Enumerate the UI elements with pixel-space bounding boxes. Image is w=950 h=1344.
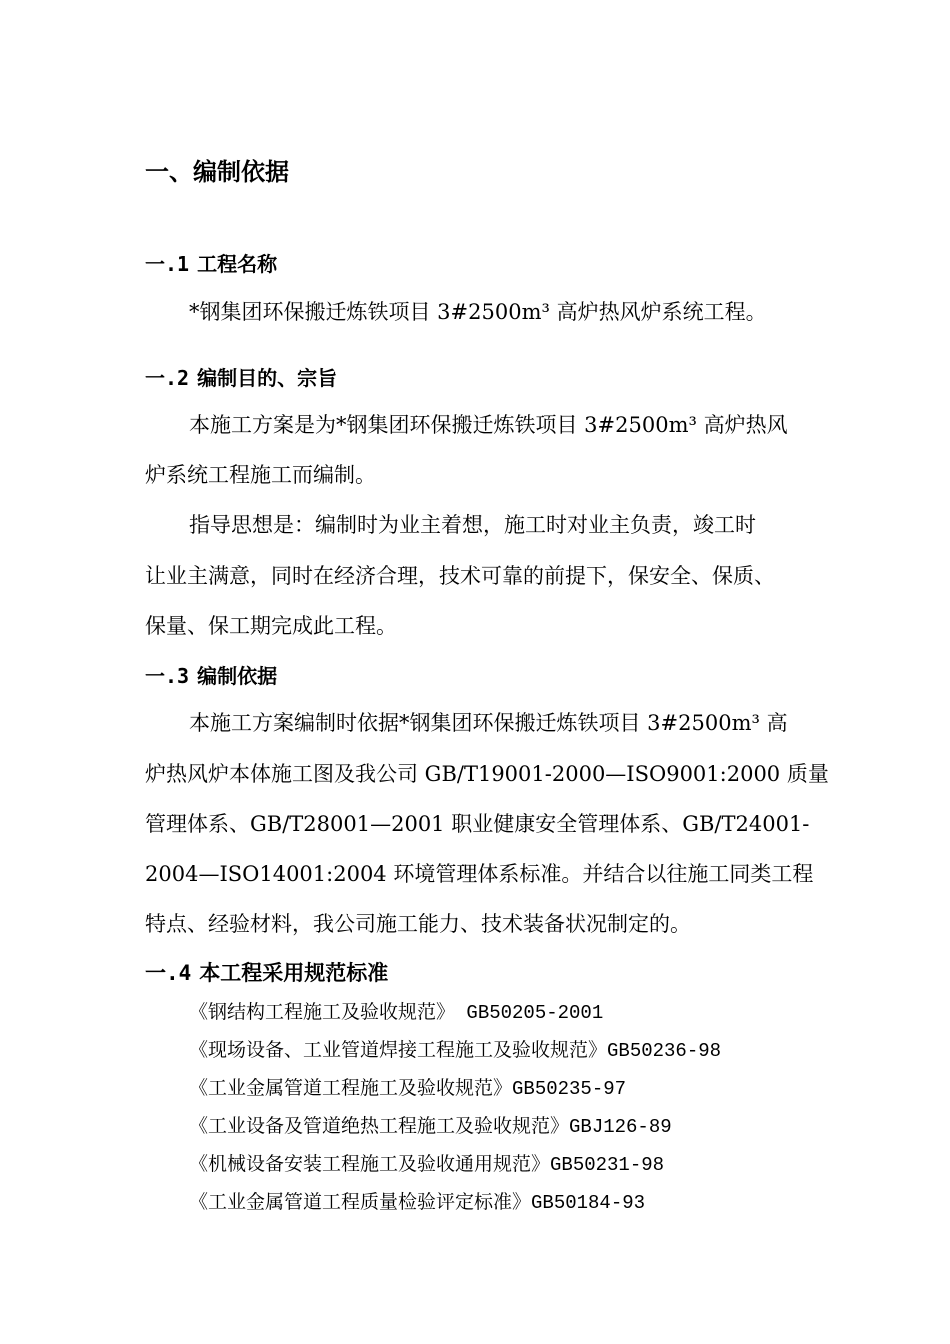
standard-name: 《工业金属管道工程质量检验评定标准》 [189,1191,532,1213]
paragraph-line: 指导思想是：编制时为业主着想，施工时对业主负责，竣工时 [189,513,756,537]
section-number: 一.4 [145,961,192,985]
standard-code: GB50205-2001 [455,1002,604,1024]
standard-item [189,1189,645,1216]
paragraph-line: 炉热风炉本体施工图及我公司 GB/T19001-2000—ISO9001:2000 质量 [145,762,829,786]
paragraph-line: 保量、保工期完成此工程。 [145,614,397,638]
standard-code: GBJ126-89 [569,1116,672,1138]
section-heading [145,662,277,690]
standard-name: 《工业设备及管道绝热工程施工及验收规范》 [189,1115,570,1137]
paragraph-line: 管理体系、GB/T28001—2001 职业健康安全管理体系、GB/T24001- [145,812,810,836]
paragraph-line: 炉系统工程施工而编制。 [145,463,376,487]
paragraph-line: 让业主满意，同时在经济合理，技术可靠的前提下，保安全、保质、 [145,564,775,588]
standard-item [189,1037,721,1064]
standard-code: GB50184-93 [531,1192,646,1214]
standard-name: 《钢结构工程施工及验收规范》 [189,1001,456,1023]
paragraph-line: 2004—ISO14001:2004 环境管理体系标准。并结合以往施工同类工程 [145,862,814,886]
standard-code: GB50235-97 [512,1078,627,1100]
section-title: 编制依据 [197,664,278,688]
standard-item [189,1151,664,1178]
standard-item [189,1113,672,1140]
paragraph-line: 本施工方案编制时依据*钢集团环保搬迁炼铁项目 3#2500m³ 高 [189,711,788,735]
section-heading [145,364,337,392]
section-title: 本工程采用规范标准 [199,960,389,985]
standard-name: 《机械设备安装工程施工及验收通用规范》 [189,1153,551,1175]
document-title: 一、编制依据 [145,157,289,186]
paragraph-line: *钢集团环保搬迁炼铁项目 3#2500m³ 高炉热风炉系统工程。 [189,300,767,324]
standard-item [189,999,603,1026]
section-title: 编制目的、宗旨 [197,366,338,390]
section-heading [145,250,277,278]
section-number: 一.2 [145,366,190,390]
standard-name: 《现场设备、工业管道焊接工程施工及验收规范》 [189,1039,608,1061]
section-number: 一.1 [145,252,190,276]
section-heading [145,959,388,987]
standard-item [189,1075,626,1102]
section-title: 工程名称 [197,252,278,276]
standard-code: GB50236-98 [607,1040,722,1062]
paragraph-line: 本施工方案是为*钢集团环保搬迁炼铁项目 3#2500m³ 高炉热风 [189,413,788,437]
section-number: 一.3 [145,664,190,688]
standard-code: GB50231-98 [550,1154,665,1176]
standard-name: 《工业金属管道工程施工及验收规范》 [189,1077,513,1099]
paragraph-line: 特点、经验材料，我公司施工能力、技术装备状况制定的。 [145,912,691,936]
